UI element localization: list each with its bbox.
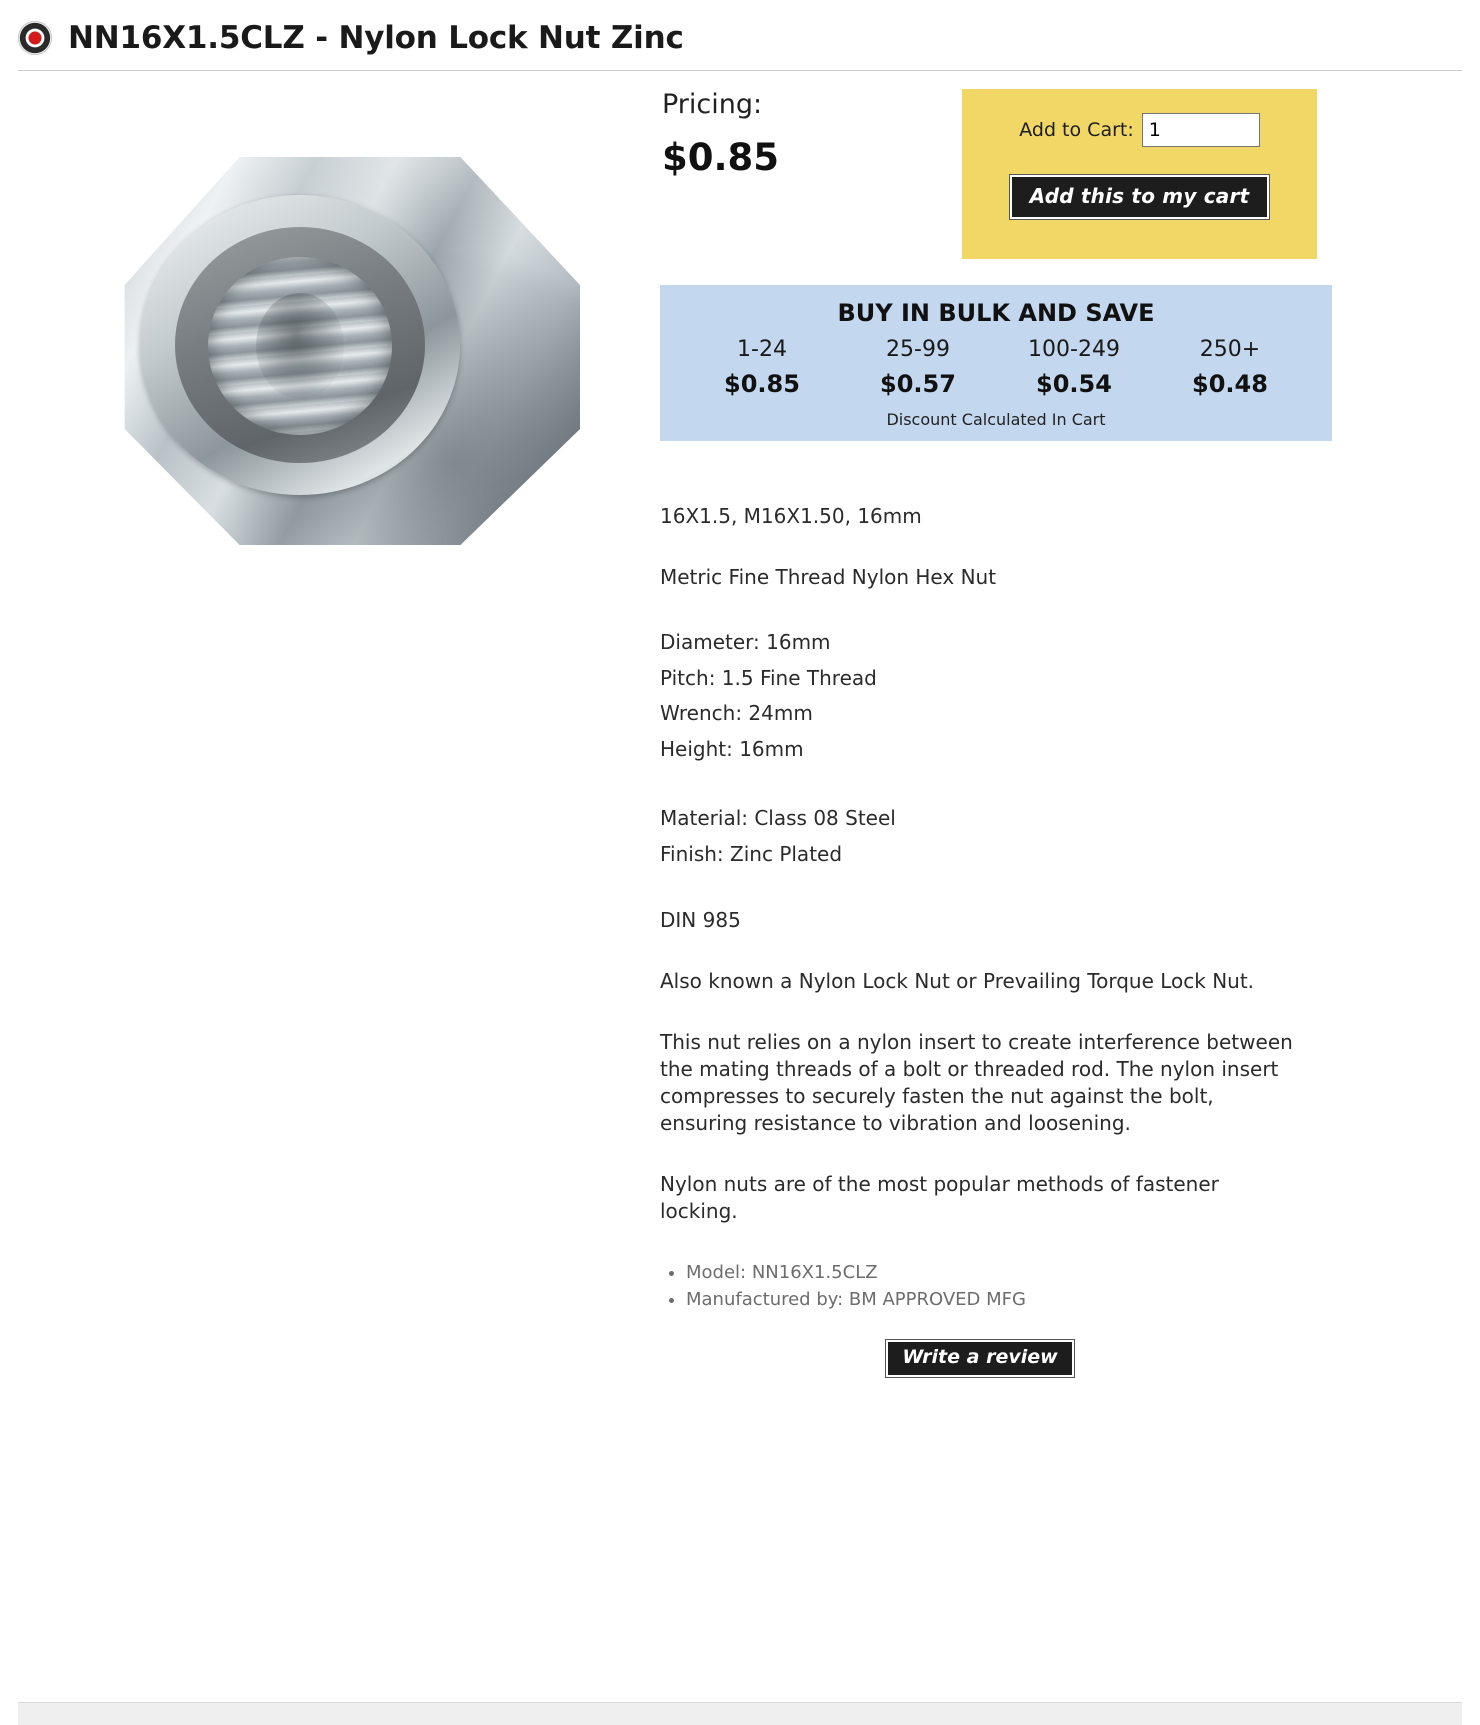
- spec-material: Material: Class 08 Steel: [660, 806, 896, 831]
- list-item: • Manufactured by: BM APPROVED MFG: [686, 1286, 1300, 1314]
- spec-pitch: Pitch: 1.5 Fine Thread: [660, 665, 877, 690]
- bulk-tier: [1152, 337, 1308, 398]
- bulk-tier-range: 25-99: [886, 337, 950, 362]
- bulk-tier-price: $0.85: [724, 370, 800, 398]
- spec-wrench: Wrench: 24mm: [660, 701, 813, 726]
- description-material-block: [660, 801, 1300, 872]
- spec-diameter: Diameter: 16mm: [660, 630, 831, 654]
- bulk-discount-note: Discount Calculated In Cart: [886, 410, 1106, 429]
- description-standard: DIN 985: [660, 907, 741, 932]
- description-paragraph-1: This nut relies on a nylon insert to create interference between the mating threads of a bolt or threaded rod. The nylon insert compresses to securely fasten the nut against the bolt, ensuring resistance to vibration and loosening.: [660, 1029, 1293, 1135]
- bulk-pricing-columns: [660, 337, 1332, 398]
- description-type: Metric Fine Thread Nylon Hex Nut: [660, 565, 997, 589]
- footer-bar: [18, 1702, 1462, 1725]
- write-review-button[interactable]: Write a review: [886, 1340, 1073, 1377]
- product-details-column: [660, 89, 1360, 1377]
- bulk-tier: [996, 337, 1152, 398]
- description-aka: Also known a Nylon Lock Nut or Prevailing Torque Lock Nut.: [660, 968, 1255, 993]
- bulk-tier-range: 1-24: [737, 337, 787, 362]
- add-to-cart-label: Add to Cart:: [1019, 119, 1134, 141]
- nylon-lock-nut-photo: [80, 139, 600, 559]
- pricing-block: [660, 89, 962, 179]
- add-to-cart-box: [962, 89, 1317, 259]
- page-content: [0, 71, 1480, 1377]
- quantity-input[interactable]: [1142, 113, 1260, 147]
- add-to-cart-button[interactable]: Add this to my cart: [1010, 175, 1270, 219]
- review-button-row: [660, 1314, 1300, 1377]
- bulk-tier-price: $0.57: [880, 370, 956, 398]
- product-description: [660, 503, 1300, 1377]
- list-item: • Model: NN16X1.5CLZ: [686, 1259, 1300, 1287]
- spec-finish: Finish: Zinc Plated: [660, 841, 843, 866]
- pricing-label: Pricing:: [662, 89, 763, 120]
- spec-height: Height: 16mm: [660, 736, 804, 761]
- product-image-column: [0, 89, 660, 579]
- bulk-tier-range: 100-249: [1028, 337, 1120, 362]
- pricing-row: [660, 89, 1360, 259]
- product-meta-list: [660, 1259, 1300, 1315]
- bulk-pricing-table: [660, 285, 1332, 441]
- bulk-tier-price: $0.54: [1036, 370, 1112, 398]
- description-sizes: 16X1.5, M16X1.50, 16mm: [660, 504, 922, 528]
- quantity-row: [962, 113, 1317, 147]
- threaded-bore: [208, 257, 392, 435]
- target-logo-icon: [18, 21, 52, 55]
- price-value: $0.85: [662, 136, 780, 179]
- description-paragraph-2: Nylon nuts are of the most popular methods of fastener locking.: [660, 1171, 1219, 1223]
- bulk-tier: [684, 337, 840, 398]
- bulk-tier-range: 250+: [1199, 337, 1261, 362]
- product-image: [60, 119, 600, 579]
- page-header: [0, 0, 1480, 70]
- bulk-tier: [840, 337, 996, 398]
- bulk-tier-price: $0.48: [1192, 370, 1268, 398]
- description-specs: [660, 625, 1300, 767]
- page-title: NN16X1.5CLZ - Nylon Lock Nut Zinc: [68, 20, 684, 56]
- bulk-pricing-title: BUY IN BULK AND SAVE: [837, 299, 1155, 327]
